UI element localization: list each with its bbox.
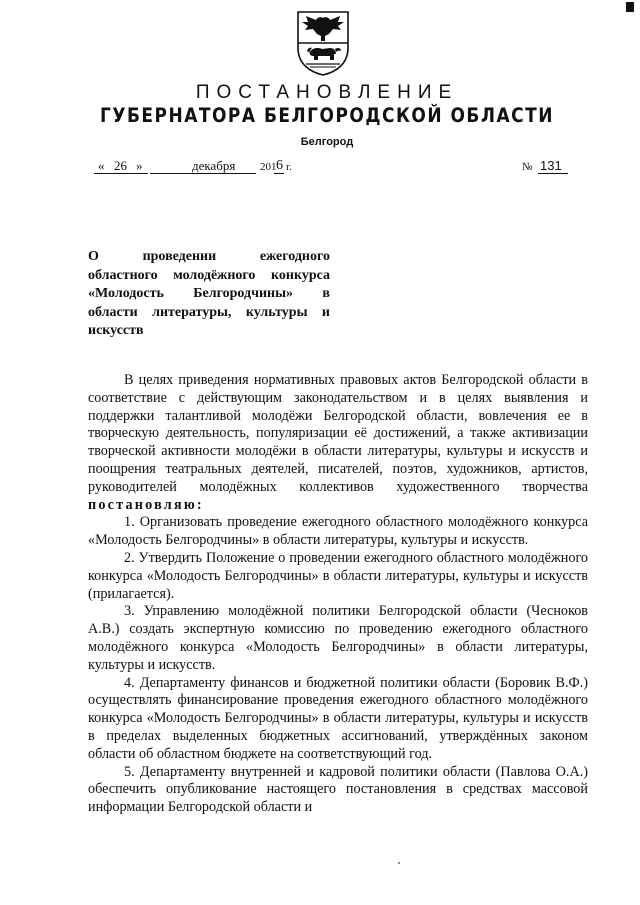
decree-word: постановляю:	[88, 496, 204, 513]
date-year-underline	[274, 173, 284, 174]
document-body	[88, 372, 588, 817]
document-authority: ГУБЕРНАТОРА БЕЛГОРОДСКОЙ ОБЛАСТИ	[100, 104, 554, 128]
scan-corner-mark	[626, 2, 634, 12]
subject-line: областного молодёжного конкурса	[88, 267, 330, 283]
decree-item: 4. Департаменту финансов и бюджетной политики области (Боровик В.Ф.) осуществлять финансирование проведения ежегодного областного молодёжного конкурса «Молодость Белгородчины» в области литературы, культуры и искусств в пределах выделенных бюджетных ассигнований, утверждённых законом области об областном бюджете на соответствующий год.	[88, 674, 588, 762]
number-label: №	[522, 161, 533, 173]
decree-item: 1. Организовать проведение ежегодного областного молодёжного конкурса «Молодость Белгородчины» в области литературы, культуры и искусств.	[88, 514, 588, 549]
date-day-underline	[94, 173, 148, 174]
date-open-quote: «	[98, 158, 105, 173]
date-close-quote: »	[136, 158, 143, 173]
decree-item: 5. Департаменту внутренней и кадровой политики области (Павлова О.А.) обеспечить опубликование настоящего постановления в средствах массовой информации Белгородской области и	[88, 763, 588, 816]
subject-line: «Молодость Белгородчины» в	[88, 286, 330, 301]
subject-line: искусств	[88, 323, 144, 338]
preamble-text: В целях приведения нормативных правовых актов Белгородской области в соответствие с действующим законодательством и в целях выявления и поддержки талантливой молодёжи Белгородской области, вовлечения ее в творческую деятельность, популяризации её достижений, а также активизации творческой активности молодёжи в области литературы, культуры и искусств и поощрения театральных деятелей, писателей, поэтов, художников, артистов, руководителей молодёжных коллективов художественного творчества	[88, 372, 588, 495]
document-city: Белгород	[300, 136, 354, 148]
document-subject	[88, 248, 330, 341]
date-year-suffix: г.	[286, 161, 293, 173]
date-day: 26	[114, 158, 127, 173]
coat-of-arms-icon	[296, 10, 350, 76]
date-year-digit: 6	[276, 158, 283, 173]
document-number: 131	[540, 158, 562, 173]
document-title: ПОСТАНОВЛЕНИЕ	[195, 82, 459, 103]
date-month: декабря	[192, 158, 236, 173]
date-month-underline	[150, 173, 256, 174]
scan-speck	[398, 862, 400, 864]
subject-line: О проведении ежегодного	[88, 249, 330, 264]
date-year-prefix: 201	[260, 161, 277, 173]
number-underline	[538, 173, 568, 174]
subject-line: области литературы, культуры и	[88, 304, 330, 320]
decree-item: 3. Управлению молодёжной политики Белгородской области (Чесноков А.В.) создать экспертную комиссию по проведению ежегодного областного молодёжного конкурса «Молодость Белгородчины» в области литературы, культуры и искусств.	[88, 603, 588, 673]
decree-item: 2. Утвердить Положение о проведении ежегодного областного молодёжного конкурса «Молодость Белгородчины» в области литературы, культуры и искусств (прилагается).	[88, 549, 588, 602]
preamble-paragraph	[88, 372, 588, 514]
date-number-line	[88, 158, 568, 176]
